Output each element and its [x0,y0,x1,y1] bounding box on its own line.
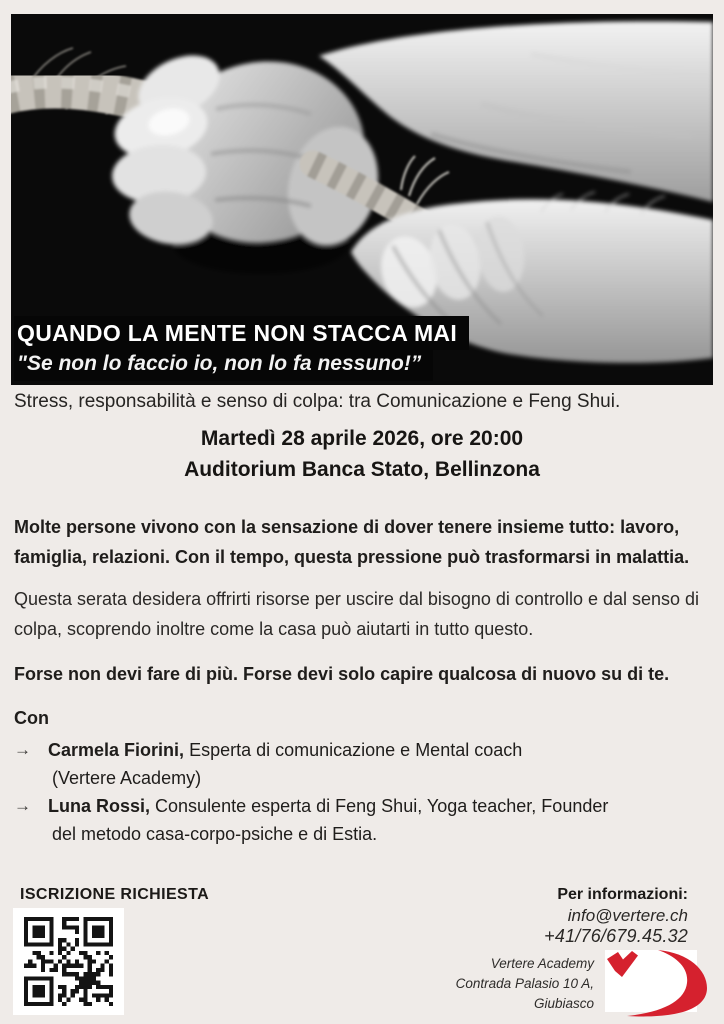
body-paragraph-2: Questa serata desidera offrirti risorse per uscire dal bisogno di controllo e dal senso di colpa, scoprendo inoltre come la casa può aiutarti in tutto questo. [14,589,700,639]
contact-phone: +41/76/679.45.32 [544,926,688,946]
speaker-item-luna-rossi [14,792,716,820]
contact-email: info@vertere.ch [567,906,688,925]
organizer-address-line2: Giubiasco [533,996,594,1011]
body-paragraph-3: Forse non devi fare di più. Forse devi solo capire qualcosa di nuovo su di te. [14,664,670,684]
speaker-name: Carmela Fiorini, [48,740,185,760]
speaker-role: Consulente esperta di Feng Shui, Yoga teacher, Founder [155,796,609,816]
organizer-address-block [456,954,594,1014]
speaker-line2: del metodo casa-corpo-psiche e di Estia. [52,824,378,844]
speaker-role: Esperta di comunicazione e Mental coach [189,740,523,760]
organizer-name: Vertere Academy [490,956,594,971]
speaker-line [48,736,716,764]
speakers-list [14,736,716,848]
qr-code [13,908,124,1015]
vertere-academy-logo [605,950,721,1022]
event-datetime: Martedì 28 aprile 2026, ore 20:00 [200,427,524,450]
event-title: QUANDO LA MENTE NON STACCA MAI [14,316,469,350]
event-when-where [0,423,724,485]
event-venue: Auditorium Banca Stato, Bellinzona [184,458,540,481]
info-label: Per informazioni: [557,886,688,903]
speakers-heading: Con [14,708,49,728]
organizer-address-line1: Contrada Palasio 10 A, [455,976,594,991]
speaker-line [48,792,716,820]
hero-caption [14,316,469,381]
speaker-line2: (Vertere Academy) [52,768,202,788]
registration-label: ISCRIZIONE RICHIESTA [20,886,210,903]
arrow-bullet-icon: → [14,796,31,815]
speaker-item-carmela-fiorini [14,736,716,764]
event-subtitle: "Se non lo faccio io, non lo fa nessuno!” [14,350,433,381]
speaker-name: Luna Rossi, [48,796,151,816]
body-paragraph-1: Molte persone vivono con la sensazione di dover tenere insieme tutto: lavoro, famiglia, relazioni. Con il tempo, questa pressione può trasformarsi in malattia. [14,517,690,567]
event-tagline: Stress, responsabilità e senso di colpa: tra Comunicazione e Feng Shui. [14,391,621,412]
arrow-bullet-icon: → [14,740,31,759]
hero-photo [11,14,713,385]
contact-info-block [544,884,688,947]
